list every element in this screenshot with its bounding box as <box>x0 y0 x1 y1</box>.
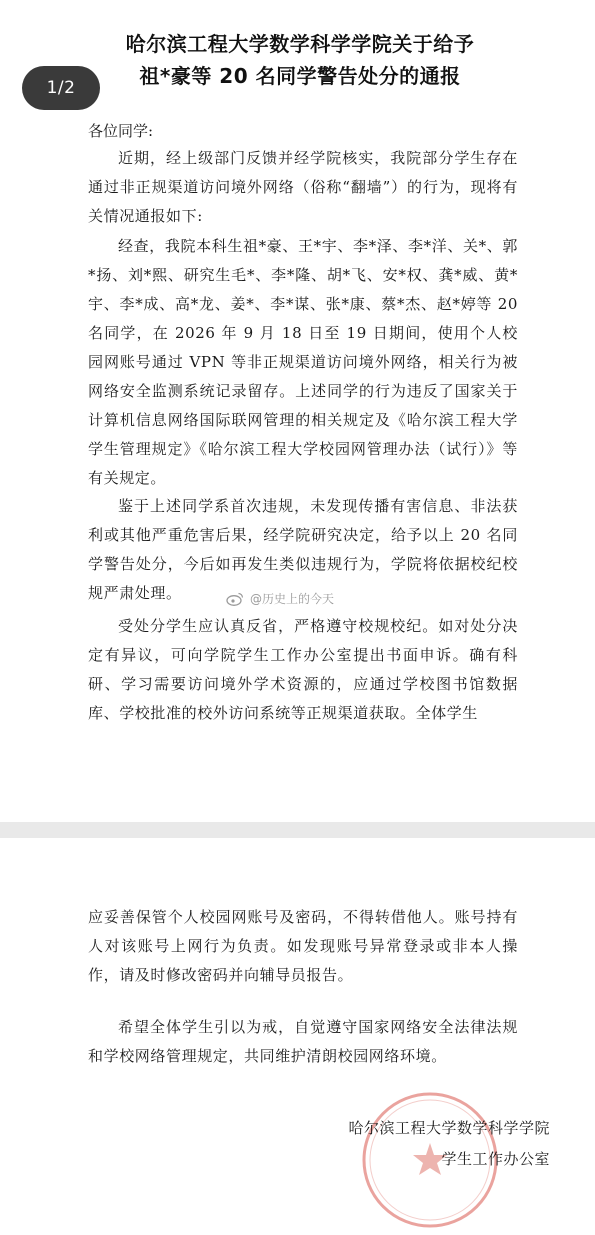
paragraph-requirements: 受处分学生应认真反省，严格遵守校规校纪。如对处分决定有异议，可向学院学生工作办公室提出书面申诉。确有科研、学习需要访问境外学术资源的，应通过学校图书馆数据库、学校批准的校外访问系统等正规渠道获取。全体学生 <box>88 617 518 722</box>
weibo-watermark <box>226 590 334 607</box>
document-title-line-2: 祖*豪等 20 名同学警告处分的通报 <box>139 64 461 88</box>
paragraph-account-security: 应妥善保管个人校园网账号及密码，不得转借他人。账号持有人对该账号上网行为负责。如发现账号异常登录或非本人操作，请及时修改密码并向辅导员报告。 <box>88 908 518 984</box>
page-separator <box>0 822 595 838</box>
issuer-name: 哈尔滨工程大学数学科学学院 <box>348 1119 550 1137</box>
paragraph-intro: 近期，经上级部门反馈并经学院核实，我院部分学生存在通过非正规渠道访问境外网络（俗称“翻墙”）的行为，现将有关情况通报如下: <box>88 149 518 225</box>
paragraph-findings: 经查，我院本科生祖*豪、王*宇、李*泽、李*洋、关*、郭*扬、刘*熙、研究生毛*、李*隆、胡*飞、安*权、龚*威、黄*宇、李*成、高*龙、姜*、李*谋、张*康、蔡*杰、赵*婷等 20 名同学，在 2026 年 9 月 18 日至 19 日期间，使用个人校园网账号通过 VPN 等非正规渠道访问境外网络，相关行为被网络安全监测系统记录留存。上述同学的行为违反了国家关于计算机信息网络国际联网管理的相关规定及《哈尔滨工程大学学生管理规定》《哈尔滨工程大学校园网管理办法（试行）》等有关规定。 <box>88 237 518 487</box>
document-title-line-1: 哈尔滨工程大学数学科学学院关于给予 <box>125 32 475 56</box>
watermark-text: @历史上的今天 <box>250 592 335 606</box>
page-counter-badge[interactable]: 1/2 <box>22 66 100 110</box>
paragraph-decision: 鉴于上述同学系首次违规，未发现传播有害信息、非法获利或其他严重危害后果，经学院研究决定，给予以上 20 名同学警告处分，今后如再发生类似违规行为，学院将依据校纪校规严肃处理。 <box>88 497 518 602</box>
paragraph-closing: 希望全体学生引以为戒，自觉遵守国家网络安全法律法规和学校网络管理规定，共同维护清朗校园网络环境。 <box>88 1018 518 1065</box>
salutation: 各位同学: <box>88 122 154 140</box>
weibo-icon <box>226 592 244 606</box>
issuer-office: 学生工作办公室 <box>441 1150 550 1168</box>
